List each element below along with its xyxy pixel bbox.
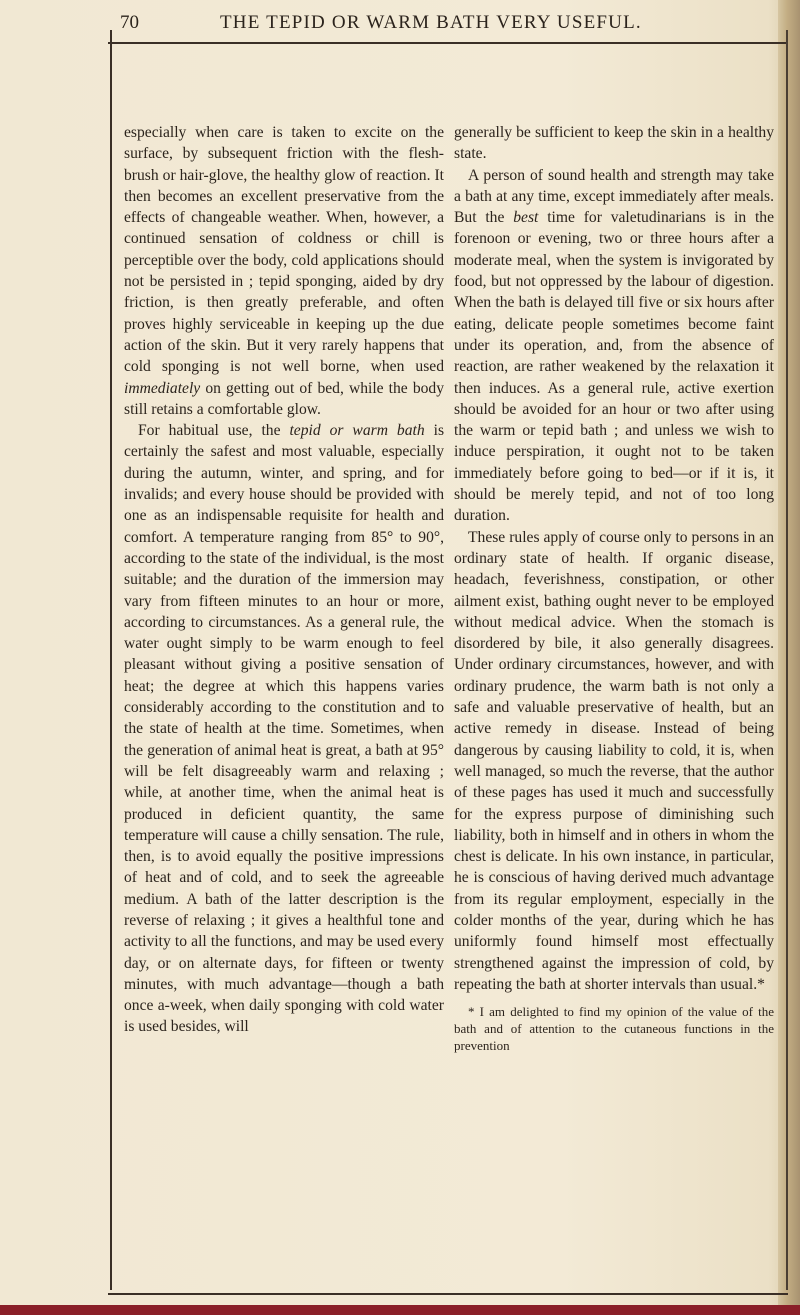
left-frame-rule (110, 30, 112, 1290)
text-run: especially when care is taken to excite on the surface, by subsequent friction with the flesh-brush or hair-glove, the healthy glow of reaction. It then becomes an excellent preservative from the effects of changeable weather. When, however, a continued sensation of coldness or chill is perceptible over the body, cold applications should not be persisted in ; tepid sponging, aided by dry friction, is then greatly preferable, and often proves highly serviceable in keeping up the due action of the skin. But it very rarely happens that cold sponging is not well borne, when used (124, 124, 444, 376)
header-rule (108, 42, 786, 44)
text-run: on getting out of bed, while the body still retains a comfortable glow. (124, 379, 445, 418)
footnote: * I am delighted to find my opinion of the value of the bath and of attention to the cutaneous functions in the prevention (454, 1004, 774, 1054)
italic-text: best (513, 209, 539, 227)
paragraph: These rules apply of course only to persons in an ordinary state of health. If organic disease, headach, feverishness, constipation, or other ailment exist, bathing ought never to be employed without medical advice. When the stomach is disordered by bile, it also generally disagrees. Under ordinary circumstances, however, and with ordinary prudence, the warm bath is not only a safe and valuable preservative of health, but an active remedy in disease. Instead of being dangerous by causing liability to cold, it is, when well managed, so much the reverse, that the author of these pages has used it much and successfully for the express purpose of diminishing such liability, both in himself and in others in whom the chest is delicate. In his own instance, in particular, he is conscious of having derived much advantage from its regular employment, especially in the colder months of the year, during which he has uniformly found himself most effectually strengthened against the impression of cold, by repeating the bath at shorter intervals than usual.* (454, 528, 774, 993)
italic-text: immediately (124, 379, 201, 397)
text-run: is certainly the safest and most valuable, especially during the autumn, winter, and spring, and for invalids; and every house should be provided with one as an indispensable requisite for health and comfort. A temperature ranging from 85° to 90°, according to the state of the individual, is the most suitable; and the duration of the immersion may vary from fifteen minutes to an hour or more, according to circumstances. As a general rule, the water ought simply to be warm enough to feel pleasant without giving a positive sensation of heat; the degree at which this happens varies considerably according to the constitution and to the state of health at the time. Sometimes, when the generation of animal heat is great, a bath at 95° will be felt disagreeably warm and relaxing ; while, at another time, when the animal heat is produced in deficient quantity, the same temperature will cause a chilly sensation. The rule, then, is to avoid equally the positive impressions of heat and of cold, and to seek the agreeable medium. A bath of the latter description is the reverse of relaxing ; it gives a healthful tone and activity to all the functions, and may be used every day, or on alternate days, for fifteen or twenty minutes, with much advantage—though a bath once a-week, when daily sponging with cold water is used besides, will (124, 422, 445, 1036)
italic-text: tepid or warm bath (289, 422, 425, 440)
paragraph (454, 165, 774, 527)
page-number: 70 (120, 12, 139, 33)
text-run: For habitual use, the (138, 422, 281, 440)
page-edge (778, 0, 800, 1315)
paragraph: generally be sufficient to keep the skin in a healthy state. (454, 124, 774, 163)
text-run: A person of sound health and strength may take a bath at any time, except immediately after meals. But the (454, 166, 774, 227)
bottom-rule (108, 1293, 788, 1295)
page-header (108, 6, 780, 40)
text-run: time for valetudinarians is in the forenoon or evening, two or three hours after a moderate meal, when the system is invigorated by food, but not oppressed by the labour of digestion. When the bath is delayed till five or six hours after eating, delicate people sometimes become faint under its operation, and, from the absence of reaction, are rather weakened by the relaxation it then induces. As a general rule, active exertion should be avoided for an hour or two after using the warm or tepid bath ; and unless we wish to induce perspiration, it ought not to be taken immediately before going to bed—or if it is, it should be merely tepid, and not of too long duration. (454, 209, 775, 525)
right-column (454, 122, 774, 1054)
right-frame-rule (786, 30, 788, 1290)
paragraph (124, 122, 444, 420)
bottom-band (0, 1305, 800, 1315)
running-head: THE TEPID OR WARM BATH VERY USEFUL. (220, 12, 642, 33)
paragraph (124, 420, 444, 1038)
left-column (124, 122, 444, 1038)
